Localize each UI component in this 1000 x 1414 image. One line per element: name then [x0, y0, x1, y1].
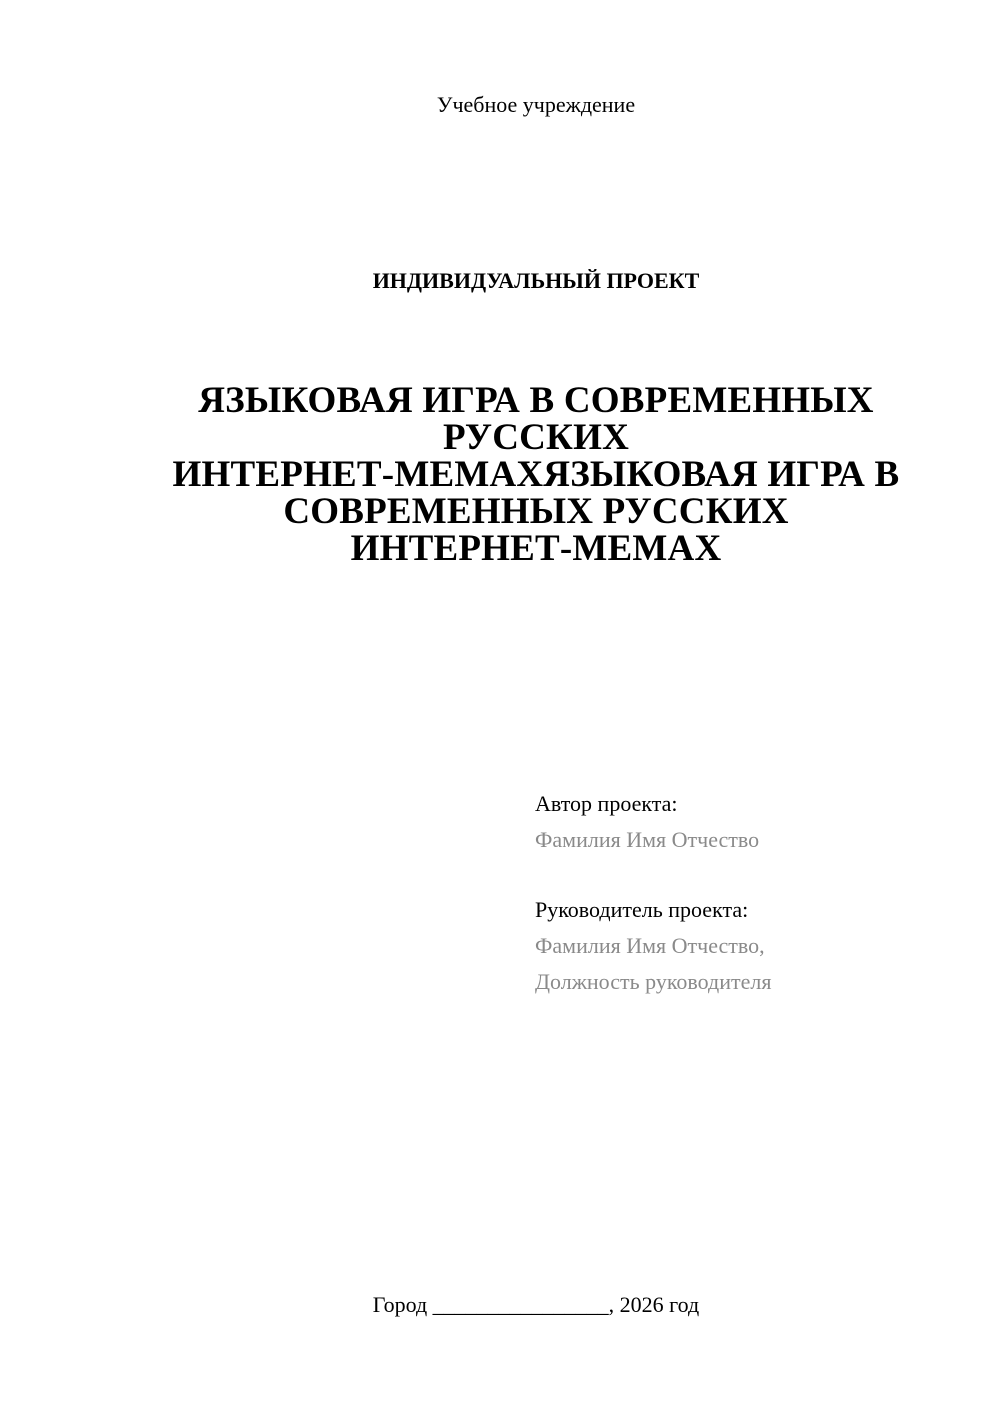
project-title: [150, 382, 922, 567]
supervisor-label: Руководитель проекта:: [535, 897, 749, 922]
project-title-line: ИНТЕРНЕТ-МЕМАХ: [350, 528, 722, 569]
document-type-heading: ИНДИВИДУАЛЬНЫЙ ПРОЕКТ: [372, 268, 700, 293]
spacer: [535, 858, 975, 892]
project-title-line: ЯЗЫКОВАЯ ИГРА В СОВРЕМЕННЫХ: [198, 380, 874, 421]
city-year-line: Город ________________, 2026 год: [372, 1292, 700, 1317]
supervisor-position: Должность руководителя: [535, 969, 772, 994]
project-title-line: ИНТЕРНЕТ-МЕМАХЯЗЫКОВАЯ ИГРА В: [172, 454, 900, 495]
author-name: Фамилия Имя Отчество: [535, 827, 760, 852]
project-people-block: [535, 786, 975, 1000]
institution-name: Учебное учреждение: [436, 92, 636, 117]
project-title-line: СОВРЕМЕННЫХ РУССКИХ: [283, 491, 789, 532]
project-title-line: РУССКИХ: [442, 417, 629, 458]
supervisor-name: Фамилия Имя Отчество,: [535, 933, 765, 958]
author-label: Автор проекта:: [535, 791, 678, 816]
